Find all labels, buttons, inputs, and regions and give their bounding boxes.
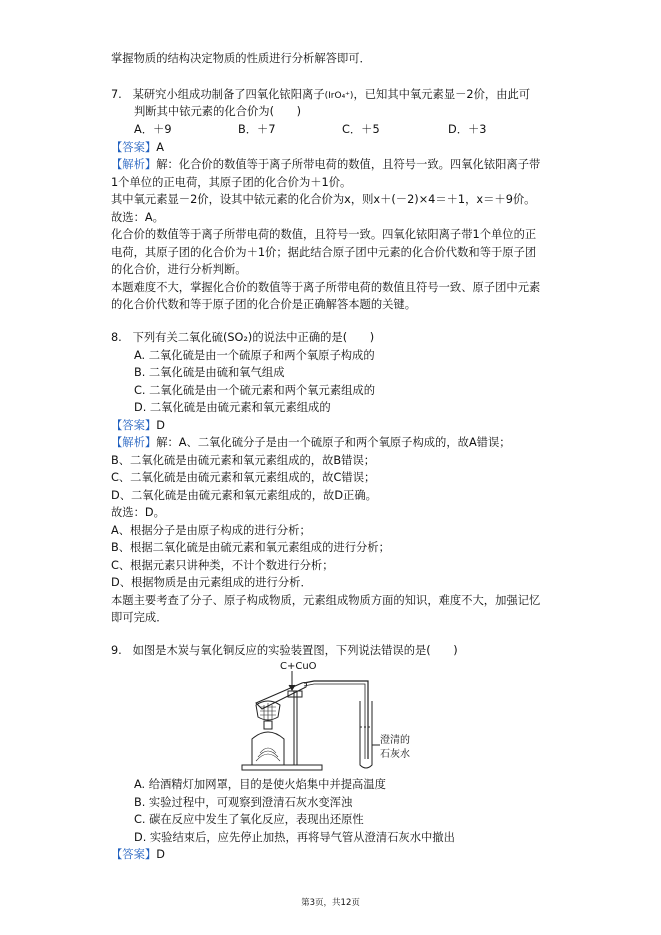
q8-analysis-line: 故选：D。: [111, 506, 165, 519]
intro-text: 掌握物质的结构决定物质的性质进行分析解答即可．: [111, 52, 371, 65]
q7-stem-line2: 判断其中铱元素的化合价为( ): [134, 105, 301, 118]
q8-analysis-line: D、根据物质是由元素组成的进行分析．: [111, 576, 312, 589]
q7-stem-line1: [111, 88, 530, 103]
q7-answer-tag: 【答案】: [111, 141, 157, 154]
q8-analysis-line: C、根据元素只讲种类，不计个数进行分析；: [111, 559, 334, 572]
q7-answer: [111, 141, 164, 155]
figure-label-limewater-1: 澄清的: [380, 735, 410, 746]
q7-formula: (IrO₄⁺): [324, 91, 354, 101]
q8-option-d: D. 二氧化硫是由硫元素和氧元素组成的: [134, 401, 331, 414]
q7-option-a: A．＋9: [134, 123, 172, 136]
q8-analysis-line: B、二氧化硫是由硫元素和氧元素组成的，故B错误；: [111, 454, 376, 467]
q8-answer: [111, 419, 165, 433]
q7-option-c: C．＋5: [342, 123, 380, 136]
q7-options: [134, 123, 486, 137]
q7-stem-part1: 某研究小组成功制备了四氧化铱阳离子: [132, 88, 325, 101]
q7-analysis-line: 本题难度不大，掌握化合价的数值等于离子所带电荷的数值且符号一致、原子团中元素: [111, 281, 541, 294]
q7-option-b: B．＋7: [238, 123, 276, 136]
q8-analysis-text: 解：A、二氧化硫分子是由一个硫原子和两个氧原子构成的，故A错误；: [156, 436, 511, 449]
q9-option-a: A. 给酒精灯加网罩，目的是使火焰集中并提高温度: [134, 778, 386, 791]
q7-option-d: D．＋3: [448, 123, 487, 136]
q8-analysis-line: 本题主要考查了分子、原子构成物质，元素组成物质方面的知识，难度不大，加强记忆: [111, 594, 541, 607]
q7-analysis-line: 电荷，其原子团的化合价为＋1价；据此结合原子团中元素的化合价代数和等于原子团: [111, 246, 537, 259]
q7-analysis-tag: 【解析】: [111, 158, 157, 171]
q7-number: 7.: [111, 88, 122, 101]
q7-analysis-line: 1个单位的正电荷，其原子团的化合价为＋1价。: [111, 176, 352, 189]
reaction-test-tube: [256, 683, 307, 710]
q8-analysis-tag: 【解析】: [111, 436, 157, 449]
q8-analysis-line: 即可完成．: [111, 611, 168, 624]
q9-option-b: B. 实验过程中，可观察到澄清石灰水变浑浊: [134, 796, 353, 809]
q8-option-a: A. 二氧化硫是由一个硫原子和两个氧原子构成的: [134, 349, 375, 362]
q8-answer-tag: 【答案】: [111, 419, 157, 432]
q7-analysis-line: [111, 158, 540, 172]
q9-answer: [111, 848, 165, 862]
q8-answer-value: D: [156, 419, 165, 432]
q8-option-b: B. 二氧化硫是由硫和氧气组成: [134, 366, 285, 379]
q8-analysis-line: A、根据分子是由原子构成的进行分析；: [111, 524, 311, 537]
q7-analysis-line: 化合价的数值等于离子所带电荷的数值，且符号一致。四氧化铱阳离子带1个单位的正: [111, 228, 537, 241]
q7-analysis-line: 的化合价，进行分析判断。: [111, 263, 247, 276]
limewater-test-tube: [360, 701, 372, 768]
q7-stem-part2: ，已知其中氧元素显－2价，由此可: [353, 88, 531, 101]
delivery-tube: [304, 681, 368, 759]
q9-option-c: C. 碳在反应中发生了氧化反应，表现出还原性: [134, 813, 364, 826]
q8-analysis-line: D、二氧化硫是由硫元素和氧元素组成的，故D正确。: [111, 489, 377, 502]
q9-number: 9.: [111, 644, 122, 657]
q8-analysis-line: [111, 436, 511, 450]
q9-stem: [111, 644, 458, 658]
figure-label-reactants: C+CuO: [280, 661, 317, 672]
figure-label-limewater-2: 石灰水: [380, 749, 410, 760]
q7-analysis-line: 的化合价代数和等于原子团的化合价是正确解答本题的关键。: [111, 298, 417, 311]
q7-answer-value: A: [156, 141, 164, 154]
experiment-apparatus-figure: [240, 661, 420, 773]
q8-analysis-line: B、根据二氧化硫是由硫元素和氧元素组成的进行分析；: [111, 541, 390, 554]
q9-answer-tag: 【答案】: [111, 848, 157, 861]
q9-answer-value: D: [156, 848, 165, 861]
q9-stem-text: 如图是木炭与氧化铜反应的实验装置图，下列说法错误的是( ): [132, 644, 458, 657]
q7-analysis-text: 解：化合价的数值等于离子所带电荷的数值，且符号一致。四氧化铱阳离子带: [156, 158, 541, 171]
q8-analysis-line: C、二氧化硫是由硫元素和氧元素组成的，故C错误；: [111, 471, 376, 484]
alcohol-lamp-neck: [264, 721, 272, 729]
q9-option-d: D. 实验结束后，应先停止加热，再将导气管从澄清石灰水中撤出: [134, 831, 455, 844]
q8-option-c: C. 二氧化硫是由一个硫元素和两个氧元素组成的: [134, 384, 376, 397]
q8-stem: [111, 331, 374, 345]
q8-stem-text: 下列有关二氧化硫(SO₂)的说法中正确的是( ): [132, 331, 375, 344]
page-footer: 第3页，共12页: [301, 898, 360, 908]
q8-number: 8.: [111, 331, 122, 344]
q7-analysis-line: 其中氧元素显－2价，设其中铱元素的化合价为x，则x＋(－2)×4＝＋1，x＝＋9价。: [111, 193, 536, 206]
iron-stand-base: [242, 765, 322, 770]
q7-analysis-line: 故选：A。: [111, 211, 164, 224]
